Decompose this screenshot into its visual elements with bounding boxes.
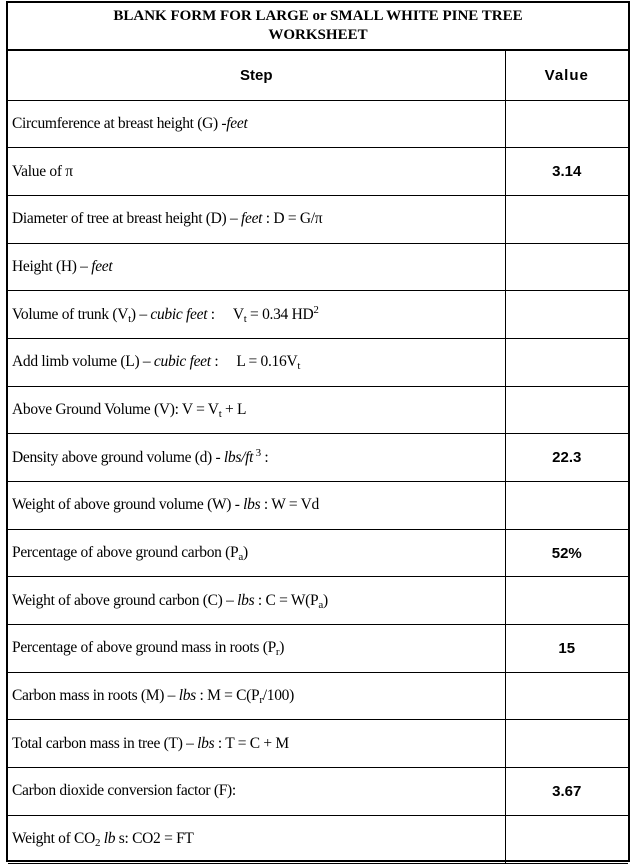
value-field-height[interactable] — [505, 243, 628, 291]
table-row — [8, 291, 628, 339]
table-row — [8, 195, 628, 243]
table-row — [8, 338, 628, 386]
table-row — [8, 720, 628, 768]
table-row — [8, 100, 628, 148]
table-row — [8, 815, 628, 863]
worksheet-table — [8, 51, 628, 864]
form-title — [8, 3, 628, 51]
table-row — [8, 148, 628, 196]
step-pi: Value of π — [8, 148, 505, 196]
step-density: Density above ground volume (d) - lbs/ft $^3$ : — [8, 434, 505, 482]
value-field-density[interactable]: 22.3 — [505, 434, 628, 482]
table-row — [8, 243, 628, 291]
value-field-total-carbon[interactable] — [505, 720, 628, 768]
step-root-carbon: Carbon mass in roots (M) – lbs : $M = C(P_r/100)$ — [8, 672, 505, 720]
table-row — [8, 625, 628, 673]
step-circumference: Circumference at breast height (G) -feet — [8, 100, 505, 148]
step-weight-volume: Weight of above ground volume (W) - lbs : W = Vd — [8, 482, 505, 530]
value-field-carbon-percentage[interactable]: 52% — [505, 529, 628, 577]
value-field-co2-weight[interactable] — [505, 815, 628, 863]
step-diameter: Diameter of tree at breast height (D) – feet : D = G/π — [8, 195, 505, 243]
step-above-ground-volume: Above Ground Volume (V): $V = V_t + L$ — [8, 386, 505, 434]
step-total-carbon: Total carbon mass in tree (T) – lbs : T = C + M — [8, 720, 505, 768]
form-title-line1: BLANK FORM FOR LARGE or SMALL WHITE PINE TREE — [113, 8, 523, 24]
value-column-header: Value — [505, 51, 628, 100]
step-carbon-weight: Weight of above ground carbon (C) – lbs : $C = W(P_a)$ — [8, 577, 505, 625]
table-row — [8, 672, 628, 720]
value-field-carbon-weight[interactable] — [505, 577, 628, 625]
table-row — [8, 482, 628, 530]
step-root-percentage: Percentage of above ground mass in roots $(P_r)$ — [8, 625, 505, 673]
value-field-diameter[interactable] — [505, 195, 628, 243]
step-height: Height (H) – feet — [8, 243, 505, 291]
step-carbon-percentage: Percentage of above ground carbon $(P_a)$ — [8, 529, 505, 577]
value-field-circumference[interactable] — [505, 100, 628, 148]
step-conversion-factor: Carbon dioxide conversion factor (F): — [8, 768, 505, 816]
step-trunk-volume: Volume of trunk $(V_t)$ – cubic feet : $V_t = 0.34$ $HD^2$ — [8, 291, 505, 339]
value-field-limb-volume[interactable] — [505, 338, 628, 386]
step-co2-weight: Weight of $CO_2$ lb s: CO2 = FT — [8, 815, 505, 863]
value-field-root-carbon[interactable] — [505, 672, 628, 720]
header-row — [8, 51, 628, 100]
table-row — [8, 529, 628, 577]
value-field-root-percentage[interactable]: 15 — [505, 625, 628, 673]
step-column-header: Step — [8, 51, 505, 100]
value-field-trunk-volume[interactable] — [505, 291, 628, 339]
table-row — [8, 386, 628, 434]
table-row — [8, 577, 628, 625]
table-row — [8, 434, 628, 482]
value-field-pi[interactable]: 3.14 — [505, 148, 628, 196]
value-field-above-ground-volume[interactable] — [505, 386, 628, 434]
table-row — [8, 768, 628, 816]
value-field-weight-volume[interactable] — [505, 482, 628, 530]
value-field-conversion-factor[interactable]: 3.67 — [505, 768, 628, 816]
step-limb-volume: Add limb volume (L) – cubic feet : $L = 0.16V_t$ — [8, 338, 505, 386]
worksheet-form — [6, 1, 630, 862]
form-title-line2: WORKSHEET — [268, 27, 368, 43]
